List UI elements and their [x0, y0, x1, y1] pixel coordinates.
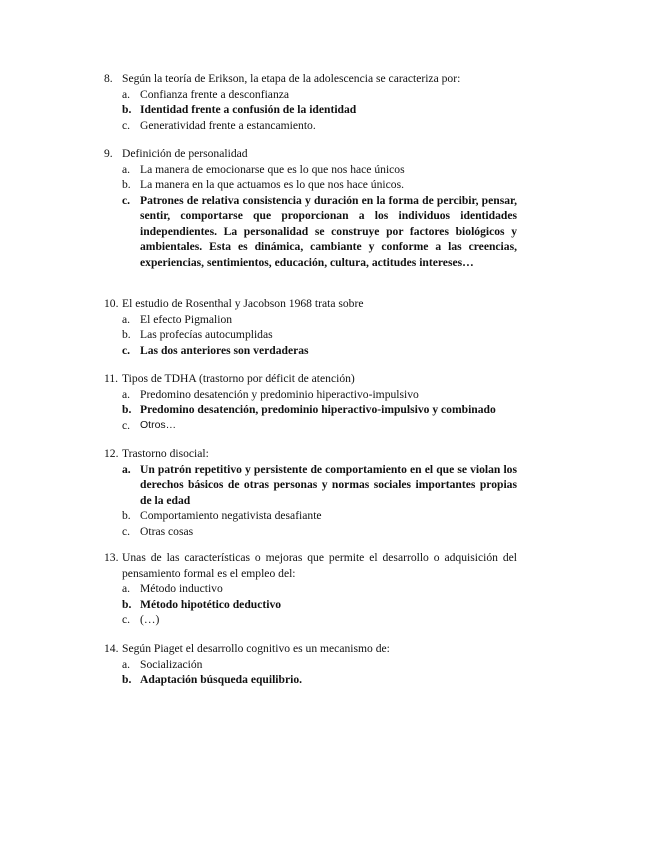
option-text: Patrones de relativa consistencia y duración en la forma de percibir, pensar, sentir, comportarse que proporcionan a los individuos identidades independientes. La personalidad se construye por factores biológicos y ambientales. Esta es dinámica, cambiante y conforme a las creencias, experiencias, sentimientos, educación, cultura, actitudes intereses…: [140, 193, 517, 269]
option-letter: c.: [122, 418, 131, 432]
option-letter: a.: [122, 462, 131, 476]
option-letter: b.: [122, 509, 131, 522]
option-letter: c.: [122, 193, 131, 207]
question-number: 14.: [104, 642, 119, 655]
option-letter: b.: [122, 178, 131, 191]
option-text: Otras cosas: [140, 524, 194, 538]
option-c: [122, 612, 517, 628]
option-c-correct: [122, 193, 517, 271]
option-a: [122, 312, 517, 328]
option-letter: b.: [122, 328, 131, 341]
option-a: [122, 387, 517, 403]
option-a: [122, 162, 517, 178]
option-text: Método hipotético deductivo: [140, 597, 282, 611]
option-c: [122, 118, 517, 134]
question-stem: [104, 146, 517, 162]
question-text: Tipos de TDHA (trastorno por déficit de atención): [122, 372, 355, 385]
question-10: [104, 296, 517, 358]
option-a-correct: [122, 462, 517, 509]
question-stem: [104, 371, 517, 387]
question-stem: [104, 71, 517, 87]
option-text: Generatividad frente a estancamiento.: [140, 118, 316, 132]
option-text: Identidad frente a confusión de la identidad: [140, 103, 357, 116]
options-list: [122, 462, 517, 540]
question-number: 12.: [104, 447, 119, 460]
option-letter: b.: [122, 403, 132, 416]
option-letter: c.: [122, 613, 131, 626]
options-list: [122, 312, 517, 359]
question-stem: [104, 641, 517, 657]
option-b: [122, 177, 517, 193]
option-letter: b.: [122, 597, 132, 611]
option-c: [122, 418, 517, 434]
option-b-correct: [122, 402, 517, 418]
option-text: Un patrón repetitivo y persistente de comportamiento en el que se violan los derechos básicos de otras personas y normas sociales importantes propias de la edad: [140, 462, 517, 507]
question-14: [104, 641, 517, 688]
option-c-correct: [122, 343, 517, 359]
question-stem: [104, 550, 517, 581]
options-list: [122, 581, 517, 628]
option-text: Método inductivo: [140, 582, 223, 595]
options-list: [122, 657, 517, 688]
option-text: Socialización: [140, 657, 203, 671]
question-text: Unas de las características o mejoras que permite el desarrollo o adquisición del pensamiento formal es el empleo del:: [122, 551, 517, 580]
option-text: Predomino desatención, predominio hiperactivo-impulsivo y combinado: [140, 403, 496, 416]
option-text: Las dos anteriores son verdaderas: [140, 343, 309, 357]
option-letter: c.: [122, 524, 131, 538]
question-number: 10.: [104, 297, 119, 310]
option-b: [122, 327, 517, 343]
question-12: [104, 446, 517, 539]
question-text: Según la teoría de Erikson, la etapa de la adolescencia se caracteriza por:: [122, 72, 461, 85]
option-letter: a.: [122, 87, 131, 101]
option-letter: a.: [122, 657, 131, 671]
question-text: Trastorno disocial:: [122, 447, 209, 460]
option-letter: b.: [122, 103, 132, 116]
question-11: [104, 371, 517, 433]
question-text: Definición de personalidad: [122, 147, 248, 160]
option-letter: c.: [122, 343, 131, 357]
option-letter: a.: [122, 582, 131, 595]
question-stem: [104, 446, 517, 462]
option-b: [122, 508, 517, 524]
option-text: Otros…: [140, 418, 177, 431]
option-text: Predomino desatención y predominio hiperactivo-impulsivo: [140, 387, 419, 401]
option-a: [122, 581, 517, 597]
option-a: [122, 87, 517, 103]
question-8: [104, 71, 517, 133]
options-list: [122, 387, 517, 434]
question-stem: [104, 296, 517, 312]
option-letter: c.: [122, 118, 131, 132]
option-c: [122, 524, 517, 540]
options-list: [122, 87, 517, 134]
option-text: La manera de emocionarse que es lo que nos hace únicos: [140, 162, 405, 176]
question-9: [104, 146, 517, 270]
option-text: Adaptación búsqueda equilibrio.: [140, 673, 303, 686]
option-a: [122, 657, 517, 673]
option-letter: a.: [122, 162, 131, 176]
question-number: 9.: [104, 147, 113, 160]
option-text: Las profecías autocumplidas: [140, 328, 273, 341]
question-text: Según Piaget el desarrollo cognitivo es un mecanismo de:: [122, 642, 390, 655]
option-text: Comportamiento negativista desafiante: [140, 509, 322, 522]
question-13: [104, 550, 517, 628]
option-b-correct: [122, 102, 517, 118]
option-text: La manera en la que actuamos es lo que nos hace únicos.: [140, 178, 404, 191]
question-text: El estudio de Rosenthal y Jacobson 1968 trata sobre: [122, 297, 364, 310]
option-letter: a.: [122, 387, 131, 401]
option-letter: a.: [122, 312, 131, 326]
option-text: (…): [140, 613, 160, 626]
option-text: El efecto Pigmalion: [140, 312, 233, 326]
question-number: 8.: [104, 72, 113, 85]
options-list: [122, 162, 517, 271]
option-letter: b.: [122, 673, 132, 686]
option-b-correct: [122, 597, 517, 613]
option-b-correct: [122, 672, 517, 688]
option-text: Confianza frente a desconfianza: [140, 87, 290, 101]
question-number: 11.: [104, 372, 119, 385]
question-number: 13.: [104, 551, 119, 564]
